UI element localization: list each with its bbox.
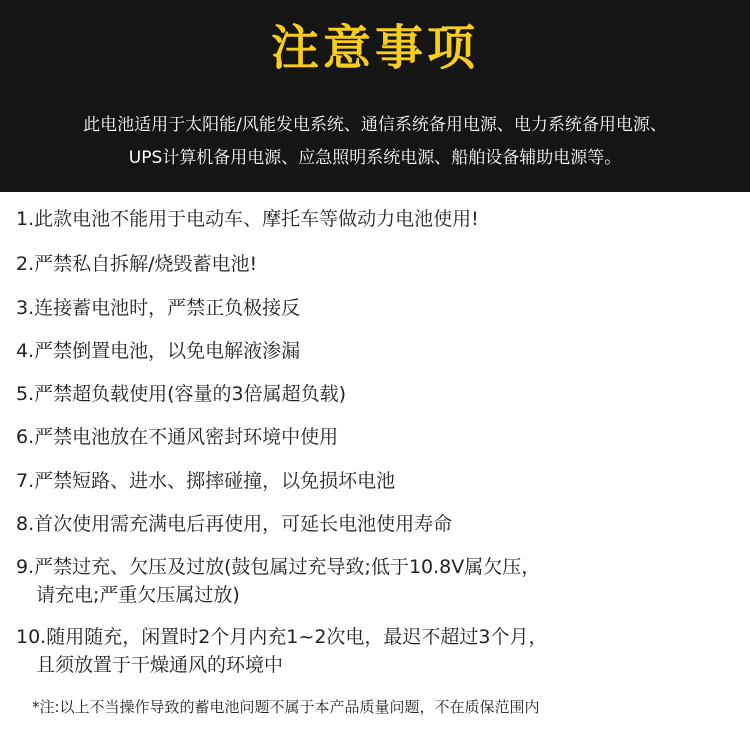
rule-text: 3.连接蓄电池时，严禁正负极接反 bbox=[16, 297, 301, 319]
rule-text: 2.严禁私自拆解/烧毁蓄电池! bbox=[16, 253, 258, 275]
rule-item bbox=[16, 294, 736, 322]
rule-item bbox=[16, 337, 736, 365]
rule-item bbox=[16, 205, 736, 233]
rule-item bbox=[16, 510, 736, 538]
rule-text: 10.随用随充，闲置时2个月内充1~2次电，最迟不超过3个月， bbox=[16, 626, 548, 648]
rule-text: 6.严禁电池放在不通风密封环境中使用 bbox=[16, 426, 339, 448]
rule-text: 7.严禁短路、进水、掷摔碰撞，以免损坏电池 bbox=[16, 470, 396, 492]
page-title: 注意事项 bbox=[270, 20, 479, 76]
rule-text: 9.严禁过充、欠压及过放(鼓包属过充导致;低于10.8V属欠压， bbox=[16, 556, 541, 578]
rule-text: 4.严禁倒置电池，以免电解液渗漏 bbox=[16, 340, 301, 362]
rule-text: 1.此款电池不能用于电动车、摩托车等做动力电池使用! bbox=[16, 208, 479, 230]
disclaimer-note: *注:以上不当操作导致的蓄电池问题不属于本产品质量问题，不在质保范围内 bbox=[32, 698, 540, 716]
intro-line-1: 此电池适用于太阳能/风能发电系统、通信系统备用电源、电力系统备用电源、 bbox=[83, 115, 667, 135]
rule-item bbox=[16, 250, 736, 278]
rule-text: 8.首次使用需充满电后再使用，可延长电池使用寿命 bbox=[16, 513, 453, 535]
rule-continuation: 请充电;严重欠压属过放) bbox=[36, 584, 240, 606]
rule-item bbox=[16, 623, 736, 679]
intro-line-2: UPS计算机备用电源、应急照明系统电源、船舶设备辅助电源等。 bbox=[128, 148, 622, 168]
rule-item bbox=[16, 380, 736, 408]
header-banner bbox=[0, 0, 750, 192]
rule-item bbox=[16, 467, 736, 495]
rule-item bbox=[16, 423, 736, 451]
rule-continuation: 且须放置于干燥通风的环境中 bbox=[36, 654, 284, 676]
rule-text: 5.严禁超负载使用(容量的3倍属超负载) bbox=[16, 383, 347, 405]
rule-item bbox=[16, 553, 736, 609]
